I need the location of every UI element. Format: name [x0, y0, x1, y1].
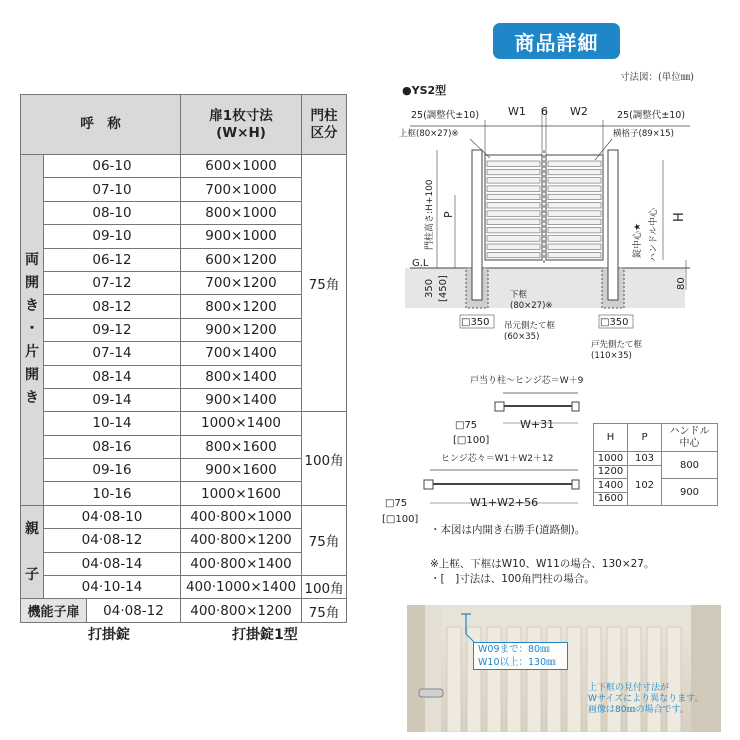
function-door-label: 機能子扉: [27, 605, 80, 621]
hinge-label-text: ヒンジ芯々＝W1＋W2＋12: [441, 454, 554, 464]
table-row: [21, 529, 347, 552]
table-row: [21, 295, 347, 318]
callout-pointer: [460, 612, 480, 647]
gate-slat: [487, 211, 540, 217]
gate-slat: [548, 161, 601, 167]
lock-center-text: 錠中心★: [633, 222, 643, 258]
sq350-left-text: □350: [461, 317, 490, 328]
d350-text: 350: [424, 278, 435, 298]
handle-center-text: ハンドル中心: [649, 207, 659, 262]
cell-name: [44, 576, 181, 599]
cell-size: [181, 529, 302, 552]
gate-slat: [548, 211, 601, 217]
model-name: 08-10: [92, 204, 132, 221]
sq350-right-text: □350: [600, 317, 629, 328]
handle-table: [593, 423, 718, 506]
stop-label-text: 戸当り柱～ヒンジ芯＝W＋9: [470, 376, 584, 386]
mini-header-handle: ハンドル 中心: [662, 424, 718, 452]
cell-name: [44, 201, 181, 224]
post100b-text: [□100]: [382, 514, 419, 525]
lattice-text: 横格子(89×15): [613, 129, 674, 139]
post75-text: □75: [455, 420, 478, 431]
product-detail-title: 商品詳細: [493, 23, 620, 59]
model-name: 07-10: [92, 181, 132, 198]
model-name: 04·08-14: [81, 555, 143, 572]
gate-slat: [548, 203, 601, 209]
door-size: 700×1200: [205, 275, 277, 292]
table-row: [21, 271, 347, 294]
model-name: 09-14: [92, 392, 132, 409]
cell-size: [181, 365, 302, 388]
plan-drawing: [375, 372, 595, 532]
group-char: 開: [25, 367, 39, 384]
gate-slat: [487, 252, 540, 257]
latch-frame-text: 戸先側たて框(110×35): [591, 340, 643, 361]
gate-slat: [487, 244, 540, 250]
model-name: 07-14: [92, 345, 132, 362]
door-size: 700×1000: [205, 181, 277, 198]
cell-post: [302, 505, 347, 575]
door-size: 400·800×1000: [190, 509, 292, 526]
note-3: ・[ ]寸法は、100角門柱の場合。: [430, 573, 595, 585]
photo-slat: [567, 627, 581, 732]
mini-h-1000: 1000: [594, 452, 628, 466]
cell-size: [181, 599, 302, 622]
photo-note-2: Wサイズにより異なります。: [588, 694, 704, 704]
gate-slat: [548, 194, 601, 200]
cell-size: [181, 155, 302, 178]
mini-handle-800: 800: [662, 452, 718, 479]
cell-name: [44, 552, 181, 575]
cell-name: [21, 599, 181, 622]
footer-lock: 打掛錠: [88, 627, 130, 643]
photo-note-3: 画像は80㎜の場合です。: [588, 705, 689, 715]
gate-slat: [487, 161, 540, 167]
photo-slat: [647, 627, 661, 732]
gate-slat: [548, 219, 601, 225]
group-char: 両: [25, 252, 39, 269]
group-char: き: [25, 390, 39, 407]
photo-slat: [607, 627, 621, 732]
w31-text: W+31: [520, 418, 555, 431]
door-size: 800×1200: [205, 298, 277, 315]
model-name: 08-14: [92, 368, 132, 385]
cell-name: [44, 225, 181, 248]
cell-post: [302, 576, 347, 599]
door-size: 900×1400: [205, 392, 277, 409]
door-size: 800×1000: [205, 204, 277, 221]
mini-h-1400: 1400: [594, 479, 628, 493]
mini-header-h: H: [594, 424, 628, 452]
gate-slat: [487, 194, 540, 200]
callout-line-2: W10以上：130㎜: [478, 656, 556, 668]
mini-handle-900: 900: [662, 479, 718, 506]
d80-text: 80: [676, 277, 687, 290]
cell-size: [181, 482, 302, 505]
door-size: 900×1200: [205, 321, 277, 338]
model-name: 04·10-14: [81, 579, 143, 596]
h-text: H: [672, 212, 687, 222]
photo-note: [588, 683, 703, 716]
cell-size: [181, 318, 302, 341]
header-name: 呼 称: [21, 95, 181, 155]
post75b-text: □75: [385, 498, 408, 509]
table-row: [21, 201, 347, 224]
cell-name: [44, 248, 181, 271]
model-name: 10-14: [92, 415, 132, 432]
mini-header-p: P: [628, 424, 662, 452]
gate-slat: [548, 244, 601, 250]
hinge-frame-text: 吊元側たて框(60×35): [504, 321, 556, 342]
table-row: [21, 412, 347, 435]
cell-size: [181, 342, 302, 365]
model-name: 06-12: [92, 251, 132, 268]
header-post: 門柱 区分: [302, 95, 347, 155]
door-size: 600×1200: [205, 251, 277, 268]
door-size: 600×1000: [205, 158, 277, 175]
photo-slat: [447, 627, 461, 732]
group-char: ・: [25, 321, 39, 338]
mini-p-103: 103: [628, 452, 662, 466]
cell-name: [44, 505, 181, 528]
door-size: 900×1000: [205, 228, 277, 245]
dim-right-text: 25(調整代±10): [617, 110, 686, 121]
post100-text: [□100]: [453, 435, 490, 446]
unit-note: 寸法図：(単位㎜): [620, 72, 694, 83]
cell-size: [181, 576, 302, 599]
table-row: [21, 388, 347, 411]
table-row: [21, 576, 347, 599]
post-height-text: 門柱高さ:H+100: [425, 179, 435, 250]
gate-slat: [487, 236, 540, 242]
mini-p-102: 102: [628, 465, 662, 506]
mini-h-1600: 1600: [594, 492, 628, 506]
cell-size: [181, 225, 302, 248]
table-row: [21, 365, 347, 388]
footer-lock-type: 打掛錠1型: [232, 627, 298, 643]
table-row: [21, 248, 347, 271]
post-type: 75角: [308, 277, 340, 294]
w56-text: W1+W2+56: [470, 496, 539, 509]
post-type: 100角: [304, 452, 344, 469]
model-name: 04·08-12: [81, 532, 143, 549]
door-size: 400·1000×1400: [185, 579, 297, 596]
model-name: 09-12: [92, 321, 132, 338]
cell-size: [181, 178, 302, 201]
cell-name: [44, 482, 181, 505]
d450-text: [450]: [438, 275, 449, 302]
cell-name: [44, 295, 181, 318]
model-name: 06-10: [92, 158, 132, 175]
gate-slat: [548, 186, 601, 192]
model-label: ●YS2型: [402, 84, 447, 97]
gate-slat: [487, 219, 540, 225]
door-size: 900×1600: [205, 462, 277, 479]
cell-name: [44, 435, 181, 458]
model-name: 08-16: [92, 438, 132, 455]
cell-post: [302, 155, 347, 412]
spec-table: [20, 94, 347, 623]
cell-size: [181, 295, 302, 318]
group-char: き: [25, 298, 39, 315]
model-name: 04·08-10: [81, 509, 143, 526]
elevation-drawing: [395, 95, 715, 375]
cell-size: [181, 505, 302, 528]
dim-w2-text: W2: [570, 105, 588, 118]
dim-w1-text: W1: [508, 105, 526, 118]
model-name: 08-12: [92, 298, 132, 315]
model-name: 09-16: [92, 462, 132, 479]
door-size: 800×1400: [205, 368, 277, 385]
cell-name: [44, 271, 181, 294]
cell-size: [181, 552, 302, 575]
header-size: 扉1枚寸法 (W×H): [181, 95, 302, 155]
post-type: 75角: [308, 604, 340, 621]
gate-slat: [487, 169, 540, 175]
door-size: 400·800×1200: [190, 602, 292, 619]
cell-name: [44, 388, 181, 411]
gate-slat: [487, 178, 540, 184]
cell-size: [181, 201, 302, 224]
table-row: [21, 318, 347, 341]
door-size: 1000×1600: [200, 485, 282, 502]
table-row: [21, 552, 347, 575]
table-row: [21, 435, 347, 458]
cell-name: [44, 365, 181, 388]
frame-size-callout: [473, 642, 568, 670]
cell-name: [44, 459, 181, 482]
model-name: 07-12: [92, 275, 132, 292]
cell-size: [181, 412, 302, 435]
note-1: ・本図は内開き右勝手(道路側)。: [430, 524, 586, 536]
cell-size: [181, 388, 302, 411]
cell-size: [181, 459, 302, 482]
cell-name: [44, 178, 181, 201]
door-size: 700×1400: [205, 345, 277, 362]
table-row: [21, 178, 347, 201]
group-char: 開: [25, 275, 39, 292]
group-parent-child: [21, 505, 44, 599]
cell-size: [181, 248, 302, 271]
door-size: 1000×1400: [200, 415, 282, 432]
post-type: 75角: [308, 534, 340, 551]
table-row: [21, 505, 347, 528]
door-size: 400·800×1200: [190, 532, 292, 549]
door-size: 800×1600: [205, 438, 277, 455]
gate-slat: [548, 236, 601, 242]
post-type: 100角: [304, 581, 344, 598]
model-name: 09-10: [92, 228, 132, 245]
dim-left-text: 25(調整代±10): [411, 110, 480, 121]
photo-slat: [587, 627, 601, 732]
photo-slat: [667, 627, 681, 732]
gate-slat: [548, 252, 601, 257]
table-row-function-child: [21, 599, 347, 622]
model-name: 04·08-12: [103, 602, 164, 619]
photo-slat: [627, 627, 641, 732]
cell-name: [44, 318, 181, 341]
p-text: P: [442, 211, 455, 218]
table-row: [21, 225, 347, 248]
gate-slat: [548, 178, 601, 184]
gate-slat: [548, 227, 601, 233]
group-char: 子: [25, 566, 39, 583]
gate-slat: [487, 203, 540, 209]
gl-text: G.L: [412, 258, 429, 269]
table-row: [21, 155, 347, 178]
callout-line-1: W09まで：80㎜: [478, 644, 550, 655]
top-frame-text: 上框(80×27)※: [399, 129, 459, 139]
cell-post: [302, 599, 347, 622]
table-row: [21, 459, 347, 482]
model-name: 10-16: [92, 485, 132, 502]
dim-gap-text: 6: [541, 105, 548, 118]
cell-post: [302, 412, 347, 506]
group-char: 片: [25, 344, 39, 361]
cell-size: [181, 435, 302, 458]
group-open-type: [21, 155, 44, 506]
gate-slat: [548, 169, 601, 175]
mini-h-1200: 1200: [594, 465, 628, 479]
cell-name: [44, 155, 181, 178]
photo-note-1: 上下框の見付寸法が: [588, 683, 670, 693]
door-size: 400·800×1400: [190, 555, 292, 572]
table-row: [21, 482, 347, 505]
cell-name: [44, 529, 181, 552]
note-2: ※上框、下框はW10、W11の場合、130×27。: [430, 558, 655, 570]
cell-name: [44, 412, 181, 435]
table-row: [21, 342, 347, 365]
bottom-frame-text: 下框(80×27)※: [510, 290, 553, 311]
cell-name: [44, 342, 181, 365]
gate-slat: [487, 227, 540, 233]
group-char: 親: [25, 520, 39, 537]
gate-slat: [487, 186, 540, 192]
cell-size: [181, 271, 302, 294]
